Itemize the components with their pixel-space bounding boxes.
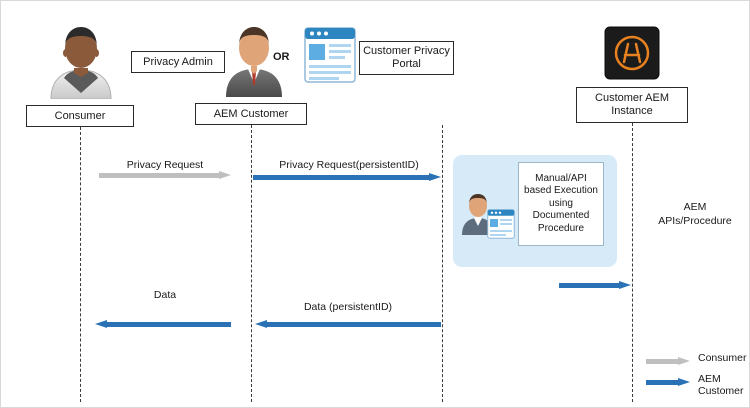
lifeline-aem-customer: [251, 125, 252, 402]
legend-aem-customer-arrow: [646, 378, 690, 387]
customer-privacy-portal-box: [359, 41, 454, 75]
execution-description-box: [518, 162, 604, 246]
legend-aem-customer-label: AEM Customer: [698, 373, 744, 397]
data-arrow: [95, 320, 231, 329]
data-label: Data: [153, 289, 177, 301]
legend-consumer-label: Consumer: [698, 352, 747, 364]
customer-aem-instance-box: [576, 87, 688, 123]
consumer-avatar-icon: [45, 23, 117, 104]
consumer-label: Consumer: [54, 109, 106, 122]
aem-customer-label: AEM Customer: [213, 107, 289, 120]
legend-consumer-arrow: [646, 357, 690, 366]
data-persistentid-label: Data (persistentID): [303, 301, 393, 313]
data-persistentid-arrow: [255, 320, 441, 329]
lifeline-portal: [442, 125, 443, 402]
execution-arrow: [559, 281, 631, 290]
or-label: OR: [273, 51, 290, 63]
browser-window-icon: [304, 27, 356, 88]
privacy-request-persistentid-arrow: [253, 173, 441, 182]
customer-aem-instance-label: Customer AEM Instance: [595, 92, 669, 117]
aem-apis-procedure-note: AEM APIs/Procedure: [658, 201, 732, 227]
privacy-admin-box: [131, 51, 225, 73]
privacy-request-persistentid-label: Privacy Request(persistentID): [279, 159, 419, 171]
aem-logo-icon: [604, 26, 660, 85]
privacy-request-arrow: [99, 171, 231, 180]
consumer-box: [26, 105, 134, 127]
customer-privacy-portal-label: Customer Privacy Portal: [363, 45, 450, 70]
privacy-request-label: Privacy Request: [126, 159, 204, 171]
aem-customer-box: [195, 103, 307, 125]
lifeline-consumer: [80, 127, 81, 402]
panel-browser-window-icon: [487, 209, 515, 244]
lifeline-instance: [632, 123, 633, 402]
privacy-admin-label: Privacy Admin: [143, 55, 213, 68]
execution-description-label: Manual/API based Execution using Documented Procedure: [524, 172, 598, 234]
